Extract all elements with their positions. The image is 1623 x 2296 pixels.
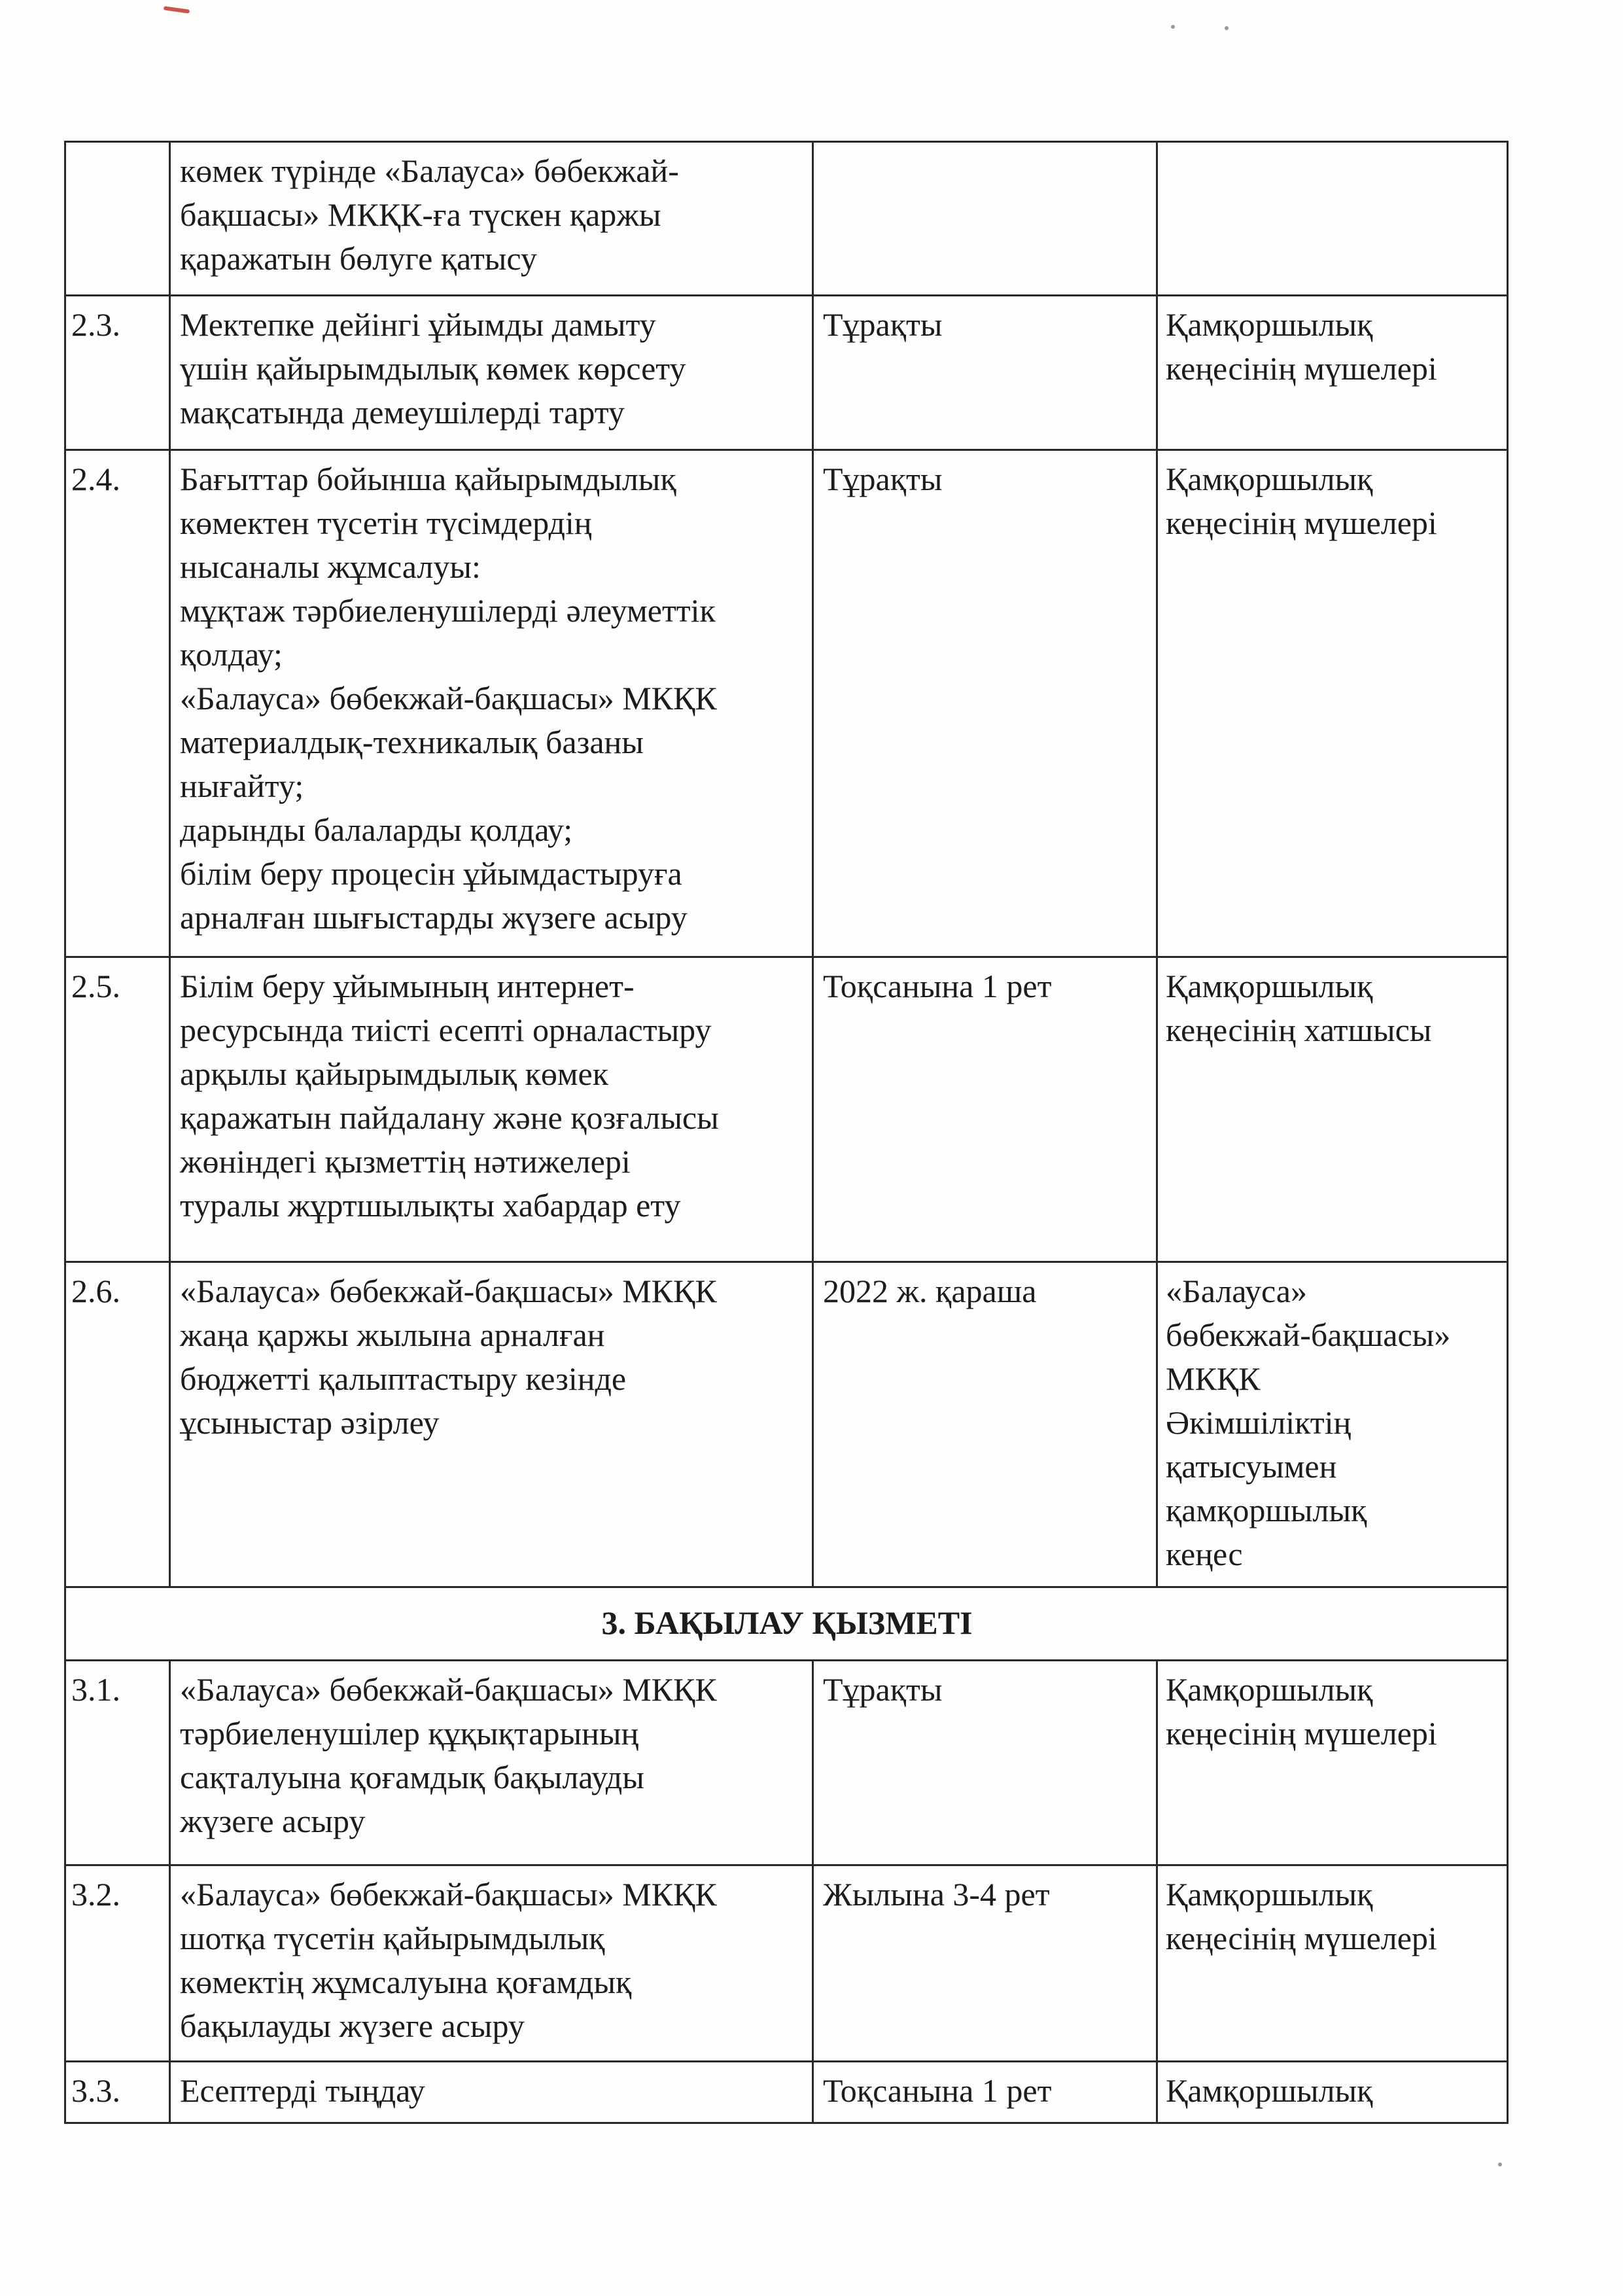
description-line: туралы жұртшылықты хабардар ету — [180, 1187, 681, 1224]
description-line: нығайту; — [180, 768, 304, 804]
description-line: Бағыттар бойынша қайырымдылық — [180, 461, 676, 497]
term-cell — [813, 957, 1157, 1262]
activity-description-cell — [170, 450, 813, 957]
description-line: ресурсында тиісті есепті орналастыру — [180, 1012, 712, 1048]
term-cell — [813, 1661, 1157, 1865]
activity-description-cell — [170, 957, 813, 1262]
description-line: қолдау; — [180, 636, 283, 673]
term-line: Тоқсанына 1 рет — [823, 968, 1052, 1004]
scan-speck — [1498, 2163, 1502, 2166]
row-number-cell — [65, 142, 170, 296]
description-line: жүзеге асыру — [180, 1803, 366, 1839]
term-line: Жылына 3-4 рет — [823, 1876, 1050, 1913]
responsible-line: кеңес — [1166, 1536, 1243, 1572]
responsible-cell — [1157, 450, 1508, 957]
table-row — [65, 450, 1508, 957]
description-line: мұқтаж тәрбиеленушілерді әлеуметтік — [180, 592, 716, 629]
term-cell — [813, 1865, 1157, 2062]
description-line: тәрбиеленушілер құқықтарының — [180, 1715, 639, 1752]
responsible-line: бөбекжай-бақшасы» — [1166, 1316, 1451, 1353]
term-line: 2022 ж. қараша — [823, 1273, 1037, 1309]
scan-speck — [1171, 25, 1175, 29]
description-line: бюджетті қалыптастыру кезінде — [180, 1360, 627, 1397]
row-number-cell: 3.2. — [65, 1865, 170, 2062]
description-line: ұсыныстар әзірлеу — [180, 1404, 440, 1441]
term-line: Тұрақты — [823, 306, 943, 343]
term-cell — [813, 450, 1157, 957]
row-number-cell: 3.1. — [65, 1661, 170, 1865]
responsible-line: Қамқоршылық — [1166, 461, 1373, 497]
description-line: жөніндегі қызметтің нәтижелері — [180, 1143, 631, 1180]
responsible-line: Әкімшіліктің — [1166, 1404, 1352, 1441]
responsible-line: қатысуымен — [1166, 1448, 1337, 1485]
responsible-line: кеңесінің хатшысы — [1166, 1012, 1432, 1048]
description-line: «Балауса» бөбекжай-бақшасы» МКҚК — [180, 680, 717, 716]
description-line: бақшасы» МКҚК-ға түскен қаржы — [180, 196, 661, 233]
activity-description-cell — [170, 296, 813, 450]
term-line: Тоқсанына 1 рет — [823, 2072, 1052, 2109]
responsible-line: кеңесінің мүшелері — [1166, 1920, 1437, 1956]
responsible-cell — [1157, 957, 1508, 1262]
row-number-cell: 2.6. — [65, 1262, 170, 1587]
term-line: Тұрақты — [823, 461, 943, 497]
responsible-cell — [1157, 296, 1508, 450]
description-line: көмек түрінде «Балауса» бөбекжай- — [180, 152, 679, 189]
description-line: қаражатын пайдалану және қозғалысы — [180, 1099, 719, 1136]
description-line: білім беру процесін ұйымдастыруға — [180, 855, 682, 892]
responsible-line: Қамқоршылық — [1166, 968, 1373, 1004]
responsible-line: «Балауса» — [1166, 1273, 1307, 1309]
description-line: қаражатын бөлуге қатысу — [180, 240, 537, 277]
responsible-cell — [1157, 2062, 1508, 2123]
description-line: Мектепке дейінгі ұйымды дамыту — [180, 306, 656, 343]
table-row — [65, 1262, 1508, 1587]
term-cell — [813, 1262, 1157, 1587]
description-line: нысаналы жұмсалуы: — [180, 548, 481, 585]
activity-description-cell — [170, 142, 813, 296]
responsible-cell — [1157, 1661, 1508, 1865]
scan-speck — [1225, 26, 1229, 30]
description-line: Білім беру ұйымының интернет- — [180, 968, 635, 1004]
section-title: 3. БАҚЫЛАУ ҚЫЗМЕТІ — [65, 1587, 1508, 1661]
responsible-line: МКҚК — [1166, 1360, 1261, 1397]
description-line: жаңа қаржы жылына арналған — [180, 1316, 605, 1353]
table-row — [65, 296, 1508, 450]
row-number-cell: 3.3. — [65, 2062, 170, 2123]
table-row — [65, 957, 1508, 1262]
responsible-line: қамқоршылық — [1166, 1492, 1367, 1528]
table-row — [65, 2062, 1508, 2123]
row-number-cell: 2.5. — [65, 957, 170, 1262]
description-line: арқылы қайырымдылық көмек — [180, 1055, 608, 1092]
activity-description-cell — [170, 1262, 813, 1587]
table-row — [65, 1865, 1508, 2062]
activity-description-cell — [170, 1865, 813, 2062]
term-line: Тұрақты — [823, 1671, 943, 1708]
responsible-line: кеңесінің мүшелері — [1166, 350, 1437, 387]
activity-description-cell — [170, 1661, 813, 1865]
term-cell — [813, 142, 1157, 296]
description-line: дарынды балаларды қолдау; — [180, 811, 573, 848]
description-line: көмектің жұмсалуына қоғамдық — [180, 1964, 632, 2000]
description-line: арналған шығыстарды жүзеге асыру — [180, 899, 688, 936]
table-row — [65, 1661, 1508, 1865]
responsible-cell — [1157, 1262, 1508, 1587]
description-line: Есептерді тыңдау — [180, 2072, 425, 2109]
term-cell — [813, 296, 1157, 450]
description-line: «Балауса» бөбекжай-бақшасы» МКҚК — [180, 1671, 717, 1708]
responsible-line: Қамқоршылық — [1166, 1671, 1373, 1708]
responsible-cell — [1157, 142, 1508, 296]
scan-artifact-mark — [164, 6, 190, 14]
responsible-cell — [1157, 1865, 1508, 2062]
responsible-line: Қамқоршылық — [1166, 1876, 1373, 1913]
responsible-line: кеңесінің мүшелері — [1166, 1715, 1437, 1752]
description-line: сақталуына қоғамдық бақылауды — [180, 1759, 644, 1795]
description-line: үшін қайырымдылық көмек көрсету — [180, 350, 686, 387]
activity-plan-table — [64, 141, 1509, 2124]
description-line: материалдық-техникалық базаны — [180, 724, 644, 760]
table-row — [65, 142, 1508, 296]
section-heading-row — [65, 1587, 1508, 1661]
description-line: «Балауса» бөбекжай-бақшасы» МКҚК — [180, 1876, 717, 1913]
responsible-line: Қамқоршылық — [1166, 306, 1373, 343]
activity-description-cell — [170, 2062, 813, 2123]
description-line: «Балауса» бөбекжай-бақшасы» МКҚК — [180, 1273, 717, 1309]
description-line: шотқа түсетін қайырымдылық — [180, 1920, 605, 1956]
responsible-line: Қамқоршылық — [1166, 2072, 1373, 2109]
description-line: көмектен түсетін түсімдердің — [180, 504, 592, 541]
description-line: мақсатында демеушілерді тарту — [180, 394, 625, 431]
row-number-cell: 2.4. — [65, 450, 170, 957]
row-number-cell: 2.3. — [65, 296, 170, 450]
term-cell — [813, 2062, 1157, 2123]
description-line: бақылауды жүзеге асыру — [180, 2007, 525, 2044]
responsible-line: кеңесінің мүшелері — [1166, 504, 1437, 541]
